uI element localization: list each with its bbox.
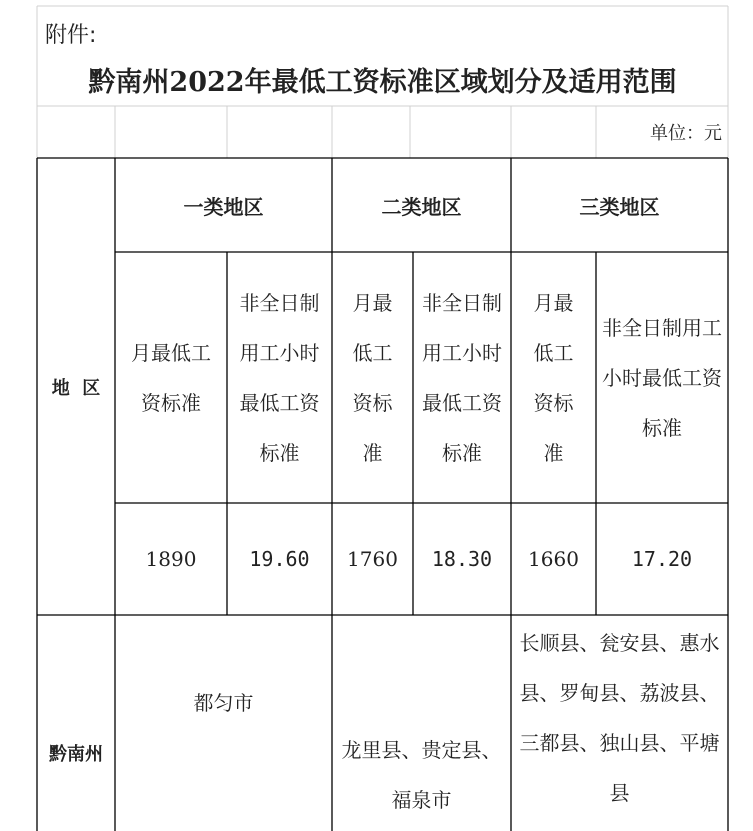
unit-label-text: 单位：元 [650, 123, 722, 144]
attachment-label [45, 14, 96, 52]
monthly-label-1-text: 月最低工资标准 [131, 340, 211, 415]
monthly-label-3 [511, 252, 596, 503]
hourly-value-1-text: 19.60 [249, 547, 310, 571]
hourly-label-2-text: 非全日制用工小时最低工资标准 [422, 290, 502, 465]
monthly-value-1-text: 1890 [145, 547, 197, 571]
hourly-value-2 [413, 503, 511, 615]
category-header-3-text: 三类地区 [579, 194, 660, 219]
area-category-1 [115, 615, 332, 831]
monthly-value-1 [115, 503, 227, 615]
area-category-2 [332, 615, 511, 831]
monthly-label-1 [115, 252, 227, 503]
monthly-label-2 [332, 252, 413, 503]
hourly-value-1 [227, 503, 332, 615]
row-header-region [37, 158, 115, 615]
area-category-2-text: 龙里县、贵定县、福泉市 [341, 738, 502, 812]
row-header-region-text: 地 区 [51, 377, 101, 399]
category-header-1-text: 一类地区 [183, 194, 264, 219]
page-title [37, 52, 728, 106]
category-header-2 [332, 158, 511, 252]
hourly-label-1-text: 非全日制用工小时最低工资标准 [239, 290, 320, 465]
hourly-value-3 [596, 503, 728, 615]
monthly-value-2-text: 1760 [347, 547, 398, 571]
page-title-text: 黔南州2022年最低工资标准区域划分及适用范围 [88, 66, 677, 98]
monthly-label-3-text: 月最低工资标准 [533, 290, 574, 465]
hourly-value-3-text: 17.20 [631, 547, 693, 571]
area-name-text: 黔南州 [49, 744, 103, 765]
category-header-1 [115, 158, 332, 252]
area-category-3-text: 长顺县、瓮安县、惠水县、罗甸县、荔波县、三都县、独山县、平塘县 [519, 631, 720, 805]
hourly-label-3 [596, 252, 728, 503]
category-header-2-text: 二类地区 [381, 194, 462, 219]
area-category-3 [511, 615, 728, 831]
unit-label [596, 110, 722, 154]
area-name [37, 615, 115, 831]
monthly-label-2-text: 月最低工资标准 [352, 290, 393, 465]
attachment-label-text: 附件: [45, 22, 97, 48]
hourly-label-2 [413, 252, 511, 503]
hourly-value-2-text: 18.30 [431, 547, 493, 571]
area-category-1-text: 都匀市 [193, 691, 254, 715]
hourly-label-3-text: 非全日制用工小时最低工资标准 [602, 315, 722, 440]
monthly-value-3-text: 1660 [528, 547, 579, 571]
monthly-value-2 [332, 503, 413, 615]
monthly-value-3 [511, 503, 596, 615]
category-header-3 [511, 158, 728, 252]
hourly-label-1 [227, 252, 332, 503]
